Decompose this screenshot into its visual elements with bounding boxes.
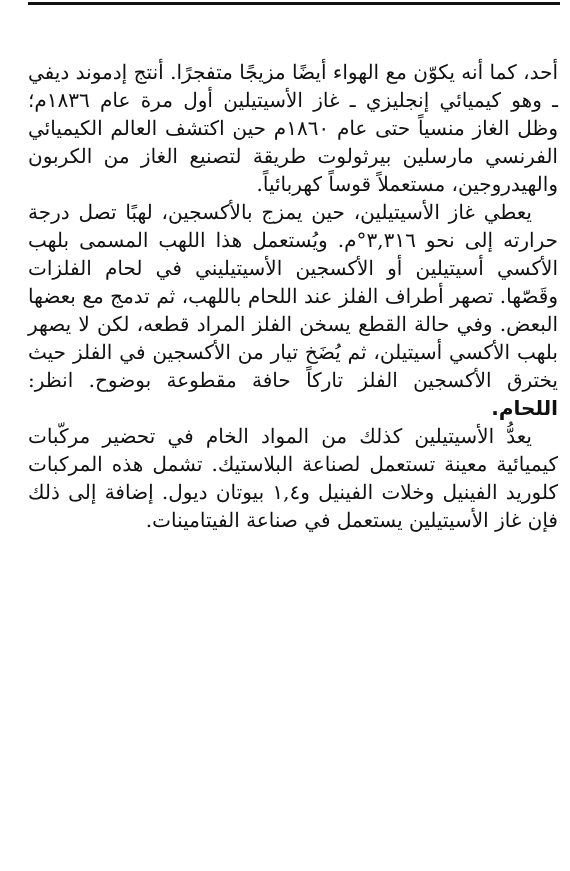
paragraph [28, 198, 558, 422]
paragraph: يعدُّ الأسيتيلين كذلك من المواد الخام في تحضير مركّبات كيميائية معينة تستعمل لصناعة البلاستيك. تشمل هذه المركبات كلوريد الفينيل وخلات الفينيل و١,٤ بيوتان ديول. إضافة إلى ذلك فإن غاز الأسيتيلين يستعمل في صناعة الفيتامينات. [28, 424, 558, 532]
top-rule [28, 2, 560, 5]
paragraph-text: يعطي غاز الأسيتيلين، حين يمزج بالأكسجين، لهبًا تصل درجة حرارته إلى نحو ٣,٣١٦°م. ويُستعمل هذا اللهب المسمى بلهب الأكسي أسيتيلين أو الأكسجين الأسيتيليني في لحام الفلزات وقَصّها. تصهر أطراف الفلز عند اللحام باللهب، ثم تدمج مع بعضها البعض. وفي حالة القطع يسخن الفلز المراد قطعه، لكن لا يصهر بلهب الأكسي أسيتيلن، ثم يُضَخ تيار من الأكسجين في الفلز حيث يخترق الأكسجين الفلز تاركاً حافة مقطوعة بوضوح. [28, 200, 559, 392]
cross-reference-link[interactable]: اللحام. [491, 396, 558, 420]
paragraph: أحد، كما أنه يكوّن مع الهواء أيضًا مزيجًا متفجرًا. أنتج إدموند ديفي ـ وهو كيميائي إنجليزي ـ غاز الأسيتيلين أول مرة عام ١٨٣٦م؛ وظل الغاز منسياً حتى عام ١٨٦٠م حين اكتشف العالم الكيميائي الفرنسي مارسلين بيرثولوت طريقة لتصنيع الغاز من الكربون والهيدروجين، مستعملاً قوساً كهربائياً. [28, 60, 558, 196]
see-also-label: انظر: [28, 368, 74, 392]
article-body [28, 58, 558, 534]
